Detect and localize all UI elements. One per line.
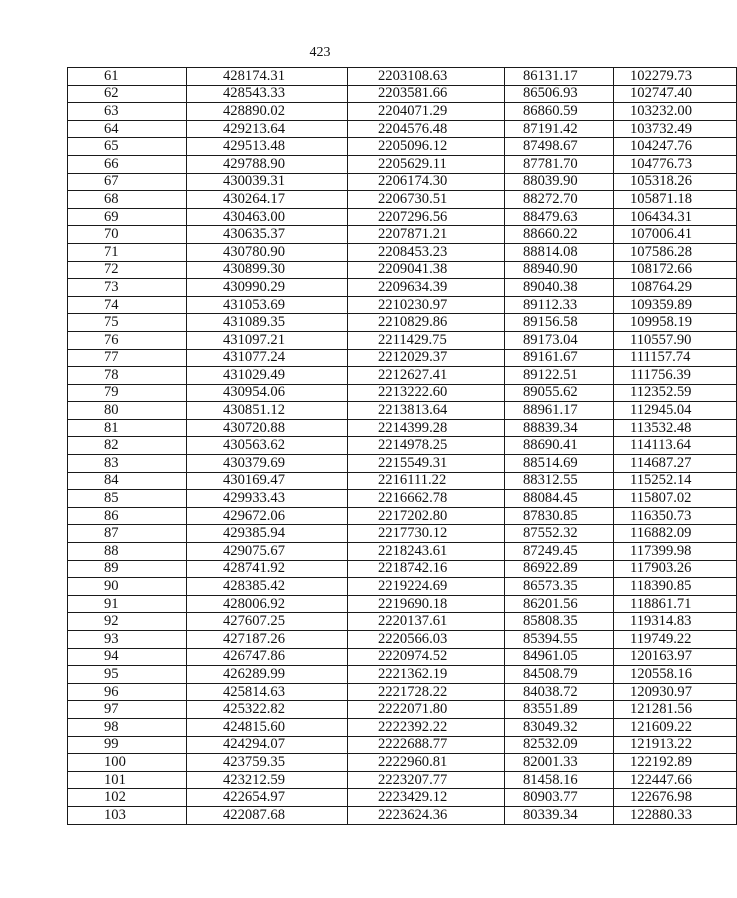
value-c-cell: 89156.58 [505,314,614,332]
table-row [68,208,737,226]
value-a-cell: 425322.82 [187,701,348,719]
value-b-cell: 2221728.22 [348,683,505,701]
value-a-cell: 428385.42 [187,578,348,596]
value-b-cell: 2210829.86 [348,314,505,332]
value-d-cell: 107586.28 [614,243,737,261]
table-row [68,103,737,121]
value-a-cell: 430899.30 [187,261,348,279]
point-number-cell: 64 [68,120,187,138]
table-body [68,68,737,825]
value-d-cell: 122880.33 [614,806,737,824]
value-b-cell: 2215549.31 [348,455,505,473]
point-number-cell: 94 [68,648,187,666]
table-row [68,367,737,385]
value-d-cell: 116350.73 [614,507,737,525]
value-d-cell: 120558.16 [614,666,737,684]
value-a-cell: 429213.64 [187,120,348,138]
value-a-cell: 430780.90 [187,243,348,261]
value-a-cell: 430039.31 [187,173,348,191]
point-number-cell: 65 [68,138,187,156]
point-number-cell: 63 [68,103,187,121]
value-d-cell: 102747.40 [614,85,737,103]
table-row [68,507,737,525]
value-b-cell: 2222392.22 [348,718,505,736]
point-number-cell: 78 [68,367,187,385]
value-d-cell: 117903.26 [614,560,737,578]
value-d-cell: 115252.14 [614,472,737,490]
value-a-cell: 430720.88 [187,419,348,437]
point-number-cell: 86 [68,507,187,525]
point-number-cell: 102 [68,789,187,807]
value-d-cell: 121281.56 [614,701,737,719]
value-b-cell: 2218742.16 [348,560,505,578]
value-d-cell: 107006.41 [614,226,737,244]
table-row [68,279,737,297]
table-row [68,331,737,349]
point-number-cell: 76 [68,331,187,349]
value-a-cell: 431097.21 [187,331,348,349]
value-a-cell: 429385.94 [187,525,348,543]
value-b-cell: 2216662.78 [348,490,505,508]
table-row [68,806,737,824]
value-b-cell: 2207296.56 [348,208,505,226]
value-c-cell: 87249.45 [505,543,614,561]
point-number-cell: 67 [68,173,187,191]
value-c-cell: 86860.59 [505,103,614,121]
value-a-cell: 431077.24 [187,349,348,367]
value-d-cell: 105318.26 [614,173,737,191]
value-d-cell: 119314.83 [614,613,737,631]
point-number-cell: 98 [68,718,187,736]
point-number-cell: 81 [68,419,187,437]
point-number-cell: 89 [68,560,187,578]
table-row [68,155,737,173]
table-row [68,525,737,543]
point-number-cell: 72 [68,261,187,279]
value-a-cell: 429075.67 [187,543,348,561]
value-d-cell: 121913.22 [614,736,737,754]
value-b-cell: 2213222.60 [348,384,505,402]
value-b-cell: 2203108.63 [348,68,505,86]
value-c-cell: 82001.33 [505,754,614,772]
value-b-cell: 2219224.69 [348,578,505,596]
value-a-cell: 430463.00 [187,208,348,226]
value-d-cell: 103732.49 [614,120,737,138]
value-c-cell: 84961.05 [505,648,614,666]
value-d-cell: 109359.89 [614,296,737,314]
value-a-cell: 427607.25 [187,613,348,631]
table-row [68,666,737,684]
value-b-cell: 2222071.80 [348,701,505,719]
table-row [68,472,737,490]
value-c-cell: 86922.89 [505,560,614,578]
value-c-cell: 89112.33 [505,296,614,314]
value-c-cell: 87191.42 [505,120,614,138]
value-b-cell: 2217730.12 [348,525,505,543]
value-b-cell: 2214399.28 [348,419,505,437]
point-number-cell: 83 [68,455,187,473]
value-a-cell: 430851.12 [187,402,348,420]
value-d-cell: 109958.19 [614,314,737,332]
value-c-cell: 85394.55 [505,631,614,649]
value-d-cell: 112945.04 [614,402,737,420]
value-c-cell: 89161.67 [505,349,614,367]
value-d-cell: 104776.73 [614,155,737,173]
value-a-cell: 431089.35 [187,314,348,332]
table-row [68,349,737,367]
value-c-cell: 85808.35 [505,613,614,631]
value-a-cell: 428741.92 [187,560,348,578]
value-b-cell: 2220137.61 [348,613,505,631]
value-c-cell: 89122.51 [505,367,614,385]
value-d-cell: 104247.76 [614,138,737,156]
value-d-cell: 122676.98 [614,789,737,807]
point-number-cell: 62 [68,85,187,103]
table-row [68,226,737,244]
value-d-cell: 105871.18 [614,191,737,209]
value-b-cell: 2208453.23 [348,243,505,261]
value-a-cell: 426747.86 [187,648,348,666]
table-row [68,384,737,402]
value-d-cell: 106434.31 [614,208,737,226]
value-c-cell: 88312.55 [505,472,614,490]
value-c-cell: 86131.17 [505,68,614,86]
value-a-cell: 429672.06 [187,507,348,525]
point-number-cell: 95 [68,666,187,684]
point-number-cell: 90 [68,578,187,596]
value-b-cell: 2206174.30 [348,173,505,191]
value-a-cell: 430379.69 [187,455,348,473]
value-c-cell: 83049.32 [505,718,614,736]
value-a-cell: 423212.59 [187,771,348,789]
table-row [68,718,737,736]
value-d-cell: 117399.98 [614,543,737,561]
table-row [68,490,737,508]
point-number-cell: 80 [68,402,187,420]
value-b-cell: 2209634.39 [348,279,505,297]
value-d-cell: 118390.85 [614,578,737,596]
table-row [68,595,737,613]
value-a-cell: 428174.31 [187,68,348,86]
value-c-cell: 88514.69 [505,455,614,473]
value-a-cell: 430563.62 [187,437,348,455]
value-a-cell: 422087.68 [187,806,348,824]
value-d-cell: 115807.02 [614,490,737,508]
value-b-cell: 2204576.48 [348,120,505,138]
value-d-cell: 111756.39 [614,367,737,385]
table-row [68,771,737,789]
value-b-cell: 2206730.51 [348,191,505,209]
value-c-cell: 87498.67 [505,138,614,156]
value-a-cell: 430954.06 [187,384,348,402]
value-c-cell: 89055.62 [505,384,614,402]
value-c-cell: 88940.90 [505,261,614,279]
value-c-cell: 89040.38 [505,279,614,297]
value-a-cell: 430635.37 [187,226,348,244]
value-c-cell: 80339.34 [505,806,614,824]
table-row [68,789,737,807]
value-b-cell: 2212029.37 [348,349,505,367]
value-c-cell: 89173.04 [505,331,614,349]
table-row [68,648,737,666]
value-d-cell: 120930.97 [614,683,737,701]
table-row [68,613,737,631]
value-a-cell: 430990.29 [187,279,348,297]
value-c-cell: 88479.63 [505,208,614,226]
table-row [68,437,737,455]
point-number-cell: 82 [68,437,187,455]
value-c-cell: 86201.56 [505,595,614,613]
table-row [68,683,737,701]
value-b-cell: 2220566.03 [348,631,505,649]
value-d-cell: 116882.09 [614,525,737,543]
value-d-cell: 118861.71 [614,595,737,613]
value-b-cell: 2221362.19 [348,666,505,684]
table-row [68,85,737,103]
value-c-cell: 87552.32 [505,525,614,543]
value-c-cell: 84038.72 [505,683,614,701]
table-row [68,68,737,86]
value-b-cell: 2217202.80 [348,507,505,525]
table-row [68,261,737,279]
value-d-cell: 113532.48 [614,419,737,437]
value-b-cell: 2223207.77 [348,771,505,789]
value-a-cell: 430264.17 [187,191,348,209]
table-row [68,560,737,578]
page-number: 423 [309,45,331,60]
value-a-cell: 431029.49 [187,367,348,385]
point-number-cell: 77 [68,349,187,367]
value-d-cell: 120163.97 [614,648,737,666]
value-d-cell: 122192.89 [614,754,737,772]
value-d-cell: 108172.66 [614,261,737,279]
value-c-cell: 86573.35 [505,578,614,596]
value-d-cell: 119749.22 [614,631,737,649]
point-number-cell: 85 [68,490,187,508]
point-number-cell: 92 [68,613,187,631]
table-row [68,296,737,314]
value-a-cell: 423759.35 [187,754,348,772]
point-number-cell: 101 [68,771,187,789]
table-row [68,543,737,561]
value-c-cell: 84508.79 [505,666,614,684]
table-row [68,736,737,754]
value-b-cell: 2222960.81 [348,754,505,772]
point-number-cell: 61 [68,68,187,86]
table-row [68,455,737,473]
value-c-cell: 87830.85 [505,507,614,525]
value-d-cell: 114687.27 [614,455,737,473]
value-b-cell: 2223429.12 [348,789,505,807]
table-row [68,314,737,332]
value-b-cell: 2205629.11 [348,155,505,173]
value-d-cell: 121609.22 [614,718,737,736]
point-number-cell: 91 [68,595,187,613]
point-number-cell: 96 [68,683,187,701]
point-number-cell: 74 [68,296,187,314]
value-d-cell: 108764.29 [614,279,737,297]
point-number-cell: 75 [68,314,187,332]
value-a-cell: 428006.92 [187,595,348,613]
value-b-cell: 2216111.22 [348,472,505,490]
value-b-cell: 2219690.18 [348,595,505,613]
table-row [68,173,737,191]
value-d-cell: 110557.90 [614,331,737,349]
value-a-cell: 429513.48 [187,138,348,156]
value-a-cell: 427187.26 [187,631,348,649]
value-b-cell: 2218243.61 [348,543,505,561]
value-b-cell: 2207871.21 [348,226,505,244]
value-c-cell: 83551.89 [505,701,614,719]
point-number-cell: 99 [68,736,187,754]
value-c-cell: 88961.17 [505,402,614,420]
value-c-cell: 88814.08 [505,243,614,261]
value-c-cell: 87781.70 [505,155,614,173]
point-number-cell: 84 [68,472,187,490]
value-a-cell: 428543.33 [187,85,348,103]
value-c-cell: 88084.45 [505,490,614,508]
point-number-cell: 79 [68,384,187,402]
value-b-cell: 2214978.25 [348,437,505,455]
data-table [67,67,737,825]
point-number-cell: 103 [68,806,187,824]
point-number-cell: 66 [68,155,187,173]
point-number-cell: 87 [68,525,187,543]
value-d-cell: 112352.59 [614,384,737,402]
value-b-cell: 2204071.29 [348,103,505,121]
point-number-cell: 69 [68,208,187,226]
value-a-cell: 428890.02 [187,103,348,121]
point-number-cell: 68 [68,191,187,209]
value-a-cell: 422654.97 [187,789,348,807]
value-c-cell: 82532.09 [505,736,614,754]
point-number-cell: 73 [68,279,187,297]
value-b-cell: 2220974.52 [348,648,505,666]
point-number-cell: 70 [68,226,187,244]
value-c-cell: 88660.22 [505,226,614,244]
value-b-cell: 2212627.41 [348,367,505,385]
value-d-cell: 114113.64 [614,437,737,455]
point-number-cell: 100 [68,754,187,772]
value-c-cell: 80903.77 [505,789,614,807]
value-b-cell: 2222688.77 [348,736,505,754]
table-row [68,631,737,649]
value-c-cell: 81458.16 [505,771,614,789]
value-a-cell: 424294.07 [187,736,348,754]
value-d-cell: 122447.66 [614,771,737,789]
value-d-cell: 111157.74 [614,349,737,367]
table-row [68,138,737,156]
value-a-cell: 426289.99 [187,666,348,684]
table-row [68,754,737,772]
value-b-cell: 2203581.66 [348,85,505,103]
value-b-cell: 2210230.97 [348,296,505,314]
value-a-cell: 430169.47 [187,472,348,490]
value-d-cell: 102279.73 [614,68,737,86]
table-row [68,191,737,209]
value-b-cell: 2213813.64 [348,402,505,420]
value-c-cell: 88272.70 [505,191,614,209]
point-number-cell: 97 [68,701,187,719]
value-c-cell: 86506.93 [505,85,614,103]
table-row [68,402,737,420]
table-row [68,578,737,596]
point-number-cell: 88 [68,543,187,561]
value-c-cell: 88839.34 [505,419,614,437]
value-a-cell: 429788.90 [187,155,348,173]
point-number-cell: 93 [68,631,187,649]
value-b-cell: 2209041.38 [348,261,505,279]
value-c-cell: 88039.90 [505,173,614,191]
value-a-cell: 425814.63 [187,683,348,701]
value-d-cell: 103232.00 [614,103,737,121]
value-b-cell: 2205096.12 [348,138,505,156]
value-b-cell: 2211429.75 [348,331,505,349]
value-b-cell: 2223624.36 [348,806,505,824]
value-c-cell: 88690.41 [505,437,614,455]
table-row [68,701,737,719]
table-row [68,419,737,437]
value-a-cell: 431053.69 [187,296,348,314]
table-row [68,243,737,261]
value-a-cell: 424815.60 [187,718,348,736]
point-number-cell: 71 [68,243,187,261]
table-row [68,120,737,138]
value-a-cell: 429933.43 [187,490,348,508]
